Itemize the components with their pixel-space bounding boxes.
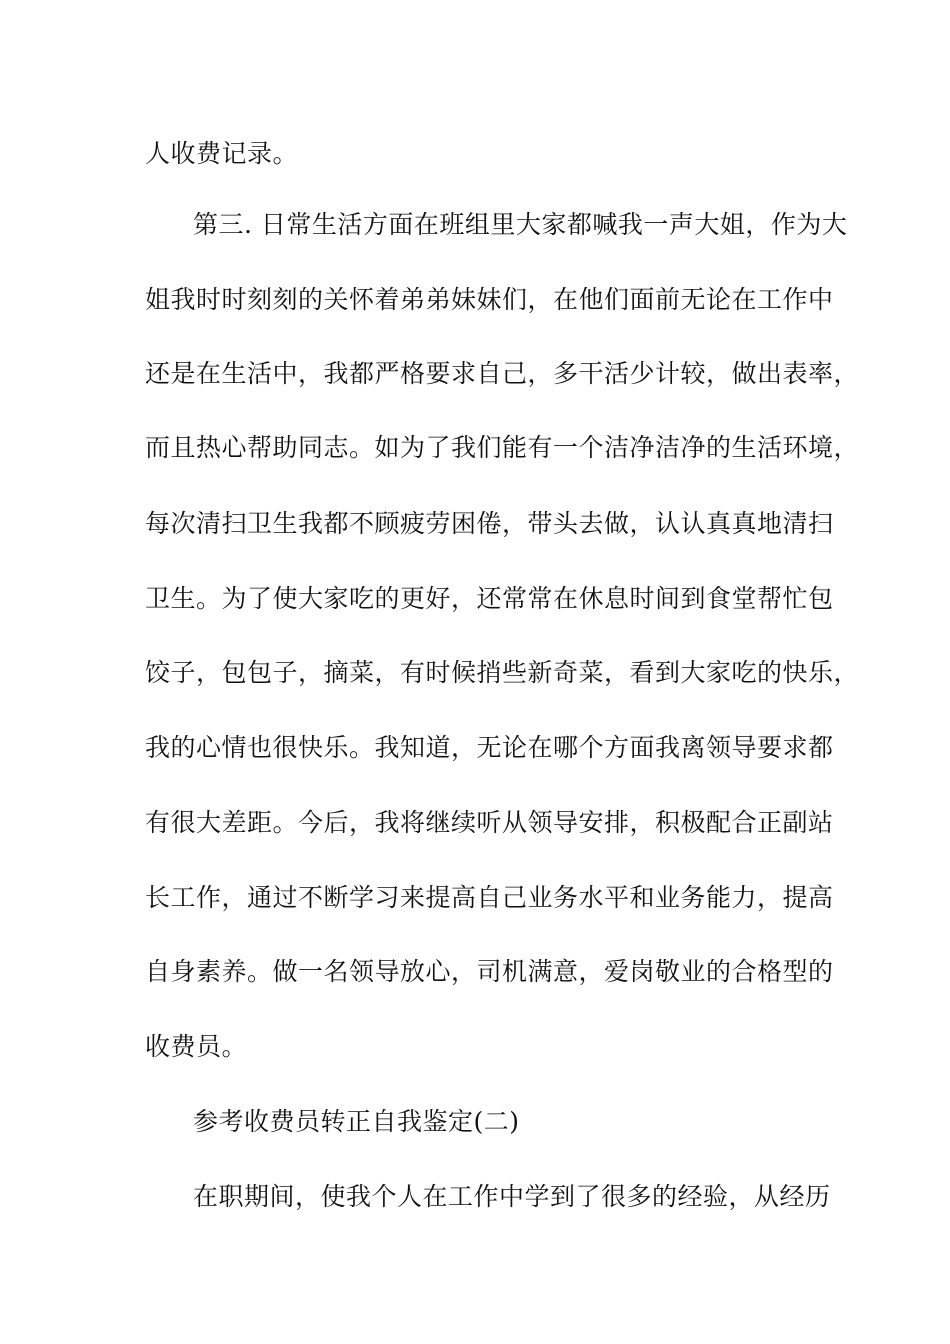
paragraph-line-15: 在职期间，使我个人在工作中学到了很多的经验，从经历 bbox=[193, 1182, 831, 1211]
paragraph-line-10: 有很大差距。今后，我将继续听从领导安排，积极配合正副站 bbox=[145, 808, 834, 837]
paragraph-line-4: 还是在生活中，我都严格要求自己，多干活少计较，做出表率， bbox=[145, 359, 860, 388]
paragraph-line-9: 我的心情也很快乐。我知道，无论在哪个方面我离领导要求都 bbox=[145, 733, 834, 762]
paragraph-line-5: 而且热心帮助同志。如为了我们能有一个洁净洁净的生活环境， bbox=[145, 433, 860, 462]
paragraph-line-12: 自身素养。做一名领导放心，司机满意，爱岗敬业的合格型的 bbox=[145, 957, 834, 986]
paragraph-line-8: 饺子，包包子，摘菜，有时候捎些新奇菜，看到大家吃的快乐， bbox=[145, 658, 860, 687]
section-heading: 参考收费员转正自我鉴定(二) bbox=[193, 1107, 520, 1136]
paragraph-line-3: 姐我时时刻刻的关怀着弟弟妹妹们，在他们面前无论在工作中 bbox=[145, 285, 834, 314]
paragraph-line-7: 卫生。为了使大家吃的更好，还常常在休息时间到食堂帮忙包 bbox=[145, 584, 834, 613]
paragraph-line-2: 第三. 日常生活方面在班组里大家都喊我一声大姐，作为大 bbox=[193, 210, 848, 239]
paragraph-line-11: 长工作，通过不断学习来提高自己业务水平和业务能力，提高 bbox=[145, 883, 834, 912]
paragraph-line-13: 收费员。 bbox=[145, 1032, 248, 1061]
paragraph-line-1: 人收费记录。 bbox=[145, 139, 299, 168]
paragraph-line-6: 每次清扫卫生我都不顾疲劳困倦，带头去做，认认真真地清扫 bbox=[145, 509, 834, 538]
